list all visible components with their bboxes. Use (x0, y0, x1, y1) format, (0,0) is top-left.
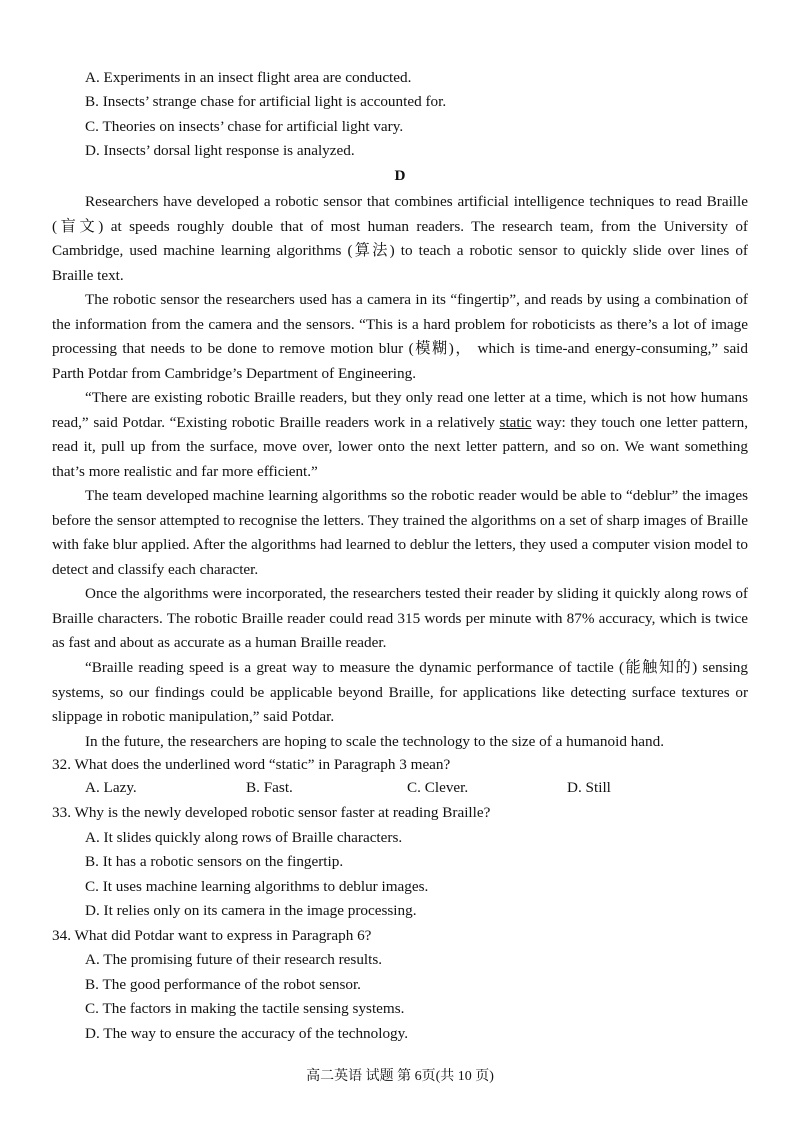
q32-option-a: A. Lazy. (85, 779, 137, 796)
q33-option-a: A. It slides quickly along rows of Braille characters. (85, 829, 403, 846)
passage-paragraph-6: “Braille reading speed is a great way to measure the dynamic performance of tactile (能触知的) sensing systems, so our findings could be applicable beyond Braille, for applications like detecting surface textures or slippage in robotic manipulation,” said Potdar. (52, 659, 748, 726)
question-32-options (85, 778, 685, 800)
prev-option-d: D. Insects’ dorsal light response is analyzed. (85, 142, 355, 159)
q32-option-c: C. Clever. (407, 779, 469, 796)
paragraph-3-text-after: way: they touch one letter pattern, read it, pull up from the surface, move over, lower onto the next letter pattern, and so on. We want something that’s more realistic and far more efficient.” (52, 413, 748, 480)
underlined-word-static: static (499, 413, 532, 431)
passage-paragraph-7: In the future, the researchers are hoping to scale the technology to the size of a humanoid hand. (85, 733, 665, 750)
q34-option-b: B. The good performance of the robot sensor. (85, 976, 361, 993)
prev-option-b: B. Insects’ strange chase for artificial light is accounted for. (85, 93, 447, 110)
passage-paragraph-5: Once the algorithms were incorporated, the researchers tested their reader by sliding it quickly along rows of Braille characters. The robotic Braille reader could read 315 words per minute with 87% accuracy, which is twice as fast and about as accurate as a human Braille reader. (52, 585, 748, 652)
q33-option-c: C. It uses machine learning algorithms to deblur images. (85, 878, 429, 895)
passage-paragraph-1: Researchers have developed a robotic sensor that combines artificial intelligence techniques to read Braille (盲文) at speeds roughly double that of most human readers. The research team, from the University of Cambridge, used machine learning algorithms (算法) to teach a robotic sensor to quickly slide over lines of Braille text. (52, 193, 748, 284)
paragraph-3-text-before: “There are existing robotic Braille readers, but they only read one letter at a time, which is not how humans read,” said Potdar. “Existing robotic Braille readers work in a relatively (52, 389, 748, 431)
q33-option-b: B. It has a robotic sensors on the fingertip. (85, 853, 344, 870)
q32-option-b: B. Fast. (246, 779, 293, 796)
section-heading: D (394, 167, 406, 184)
q34-option-a: A. The promising future of their research results. (85, 951, 383, 968)
q32-option-d: D. Still (567, 779, 611, 796)
passage-paragraph-3 (52, 386, 748, 484)
question-34-stem: 34. What did Potdar want to express in Paragraph 6? (52, 927, 372, 944)
q34-option-d: D. The way to ensure the accuracy of the technology. (85, 1025, 409, 1042)
passage-paragraph-2: The robotic sensor the researchers used has a camera in its “fingertip”, and reads by using a combination of the information from the camera and the sensors. “This is a hard problem for roboticists as there’s a lot of image processing that needs to be done to remove motion blur (模糊)， which is time-and energy-consuming,” said Parth Potdar from Cambridge’s Department of Engineering. (52, 291, 748, 382)
question-33-stem: 33. Why is the newly developed robotic sensor faster at reading Braille? (52, 804, 491, 821)
page-footer: 高二英语 试题 第 6页(共 10 页) (306, 1069, 494, 1084)
passage-paragraph-4: The team developed machine learning algorithms so the robotic reader would be able to “deblur” the images before the sensor attempted to recognise the letters. They trained the algorithms on a set of sharp images of Braille with fake blur applied. After the algorithms had learned to deblur the letters, they used a computer vision model to detect and classify each character. (52, 487, 748, 578)
prev-option-a: A. Experiments in an insect flight area are conducted. (85, 69, 412, 86)
prev-option-c: C. Theories on insects’ chase for artificial light vary. (85, 118, 404, 135)
question-32-stem: 32. What does the underlined word “static” in Paragraph 3 mean? (52, 756, 451, 773)
q33-option-d: D. It relies only on its camera in the image processing. (85, 902, 417, 919)
q34-option-c: C. The factors in making the tactile sensing systems. (85, 1000, 405, 1017)
